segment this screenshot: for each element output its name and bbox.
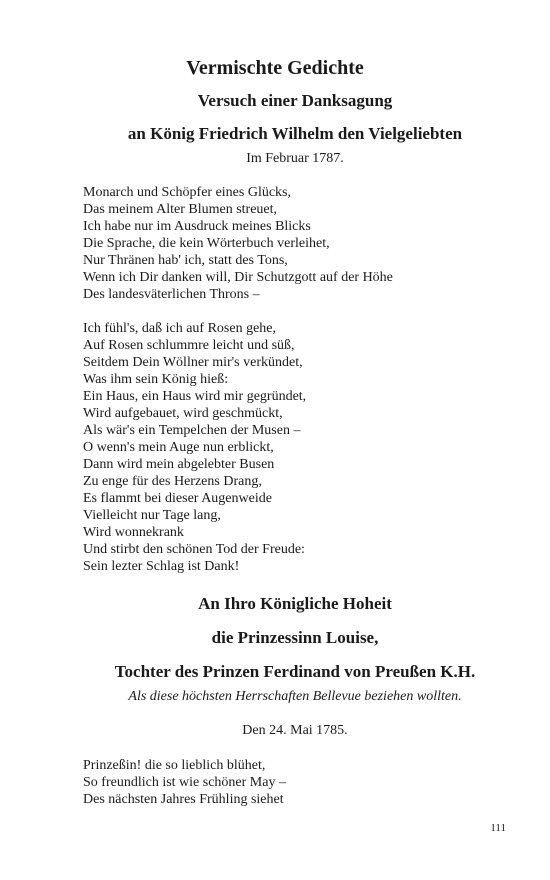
verse-line: Die Sprache, die kein Wörterbuch verleihet, xyxy=(83,236,330,251)
section-title: Vermischte Gedichte xyxy=(186,57,364,79)
verse-line: Dann wird mein abgelebter Busen xyxy=(83,457,275,472)
verse-line: Was ihm sein König hieß: xyxy=(83,372,229,387)
verse-line: Auf Rosen schlummre leicht und süß, xyxy=(83,338,295,353)
verse-line: Wird wonnekrank xyxy=(83,525,184,540)
verse-line: Vielleicht nur Tage lang, xyxy=(83,508,221,523)
verse-line: Wird aufgebauet, wird geschmückt, xyxy=(83,406,283,421)
poem1-stanza2 xyxy=(83,320,306,575)
verse-line: So freundlich ist wie schöner May – xyxy=(83,775,286,790)
verse-line: Ich fühl's, daß ich auf Rosen gehe, xyxy=(83,321,277,336)
poem2-title-line3: Tochter des Prinzen Ferdinand von Preußen K.H. xyxy=(114,662,476,681)
poem2-title-line1: An Ihro Königliche Hoheit xyxy=(198,594,392,613)
verse-line: O wenn's mein Auge nun erblickt, xyxy=(83,440,274,455)
poem2-date: Den 24. Mai 1785. xyxy=(242,723,348,738)
poem2-occasion: Als diese höchsten Herrschaften Bellevue beziehen wollten. xyxy=(128,689,462,704)
poem2-stanza1 xyxy=(83,757,286,808)
verse-line: Ein Haus, ein Haus wird mir gegründet, xyxy=(83,389,307,404)
verse-line: Sein lezter Schlag ist Dank! xyxy=(83,559,240,574)
verse-line: Als wär's ein Tempelchen der Musen – xyxy=(83,423,301,438)
verse-line: Monarch und Schöpfer eines Glücks, xyxy=(83,185,292,200)
page-number: 111 xyxy=(490,822,506,834)
verse-line: Des nächsten Jahres Frühling siehet xyxy=(83,792,284,807)
verse-line: Seitdem Dein Wöllner mir's verkündet, xyxy=(83,355,303,370)
poem1-stanza1 xyxy=(83,184,393,303)
verse-line: Das meinem Alter Blumen streuet, xyxy=(83,202,278,217)
verse-line: Wenn ich Dir danken will, Dir Schutzgott auf der Höhe xyxy=(83,270,393,285)
verse-line: Ich habe nur im Ausdruck meines Blicks xyxy=(83,219,311,234)
verse-line: Und stirbt den schönen Tod der Freude: xyxy=(83,542,305,557)
poem2-title-line2: die Prinzessinn Louise, xyxy=(211,628,379,647)
poem1-title-line2: an König Friedrich Wilhelm den Vielgeliebten xyxy=(127,124,463,143)
verse-line: Nur Thränen hab' ich, statt des Tons, xyxy=(83,253,288,268)
poem1-title-line1: Versuch einer Danksagung xyxy=(197,91,393,110)
verse-line: Zu enge für des Herzens Drang, xyxy=(83,474,262,489)
verse-line: Es flammt bei dieser Augenweide xyxy=(83,491,272,506)
poem1-date: Im Februar 1787. xyxy=(246,151,344,166)
verse-line: Prinzeßin! die so lieblich blühet, xyxy=(83,758,266,773)
verse-line: Des landesväterlichen Throns – xyxy=(83,287,260,302)
